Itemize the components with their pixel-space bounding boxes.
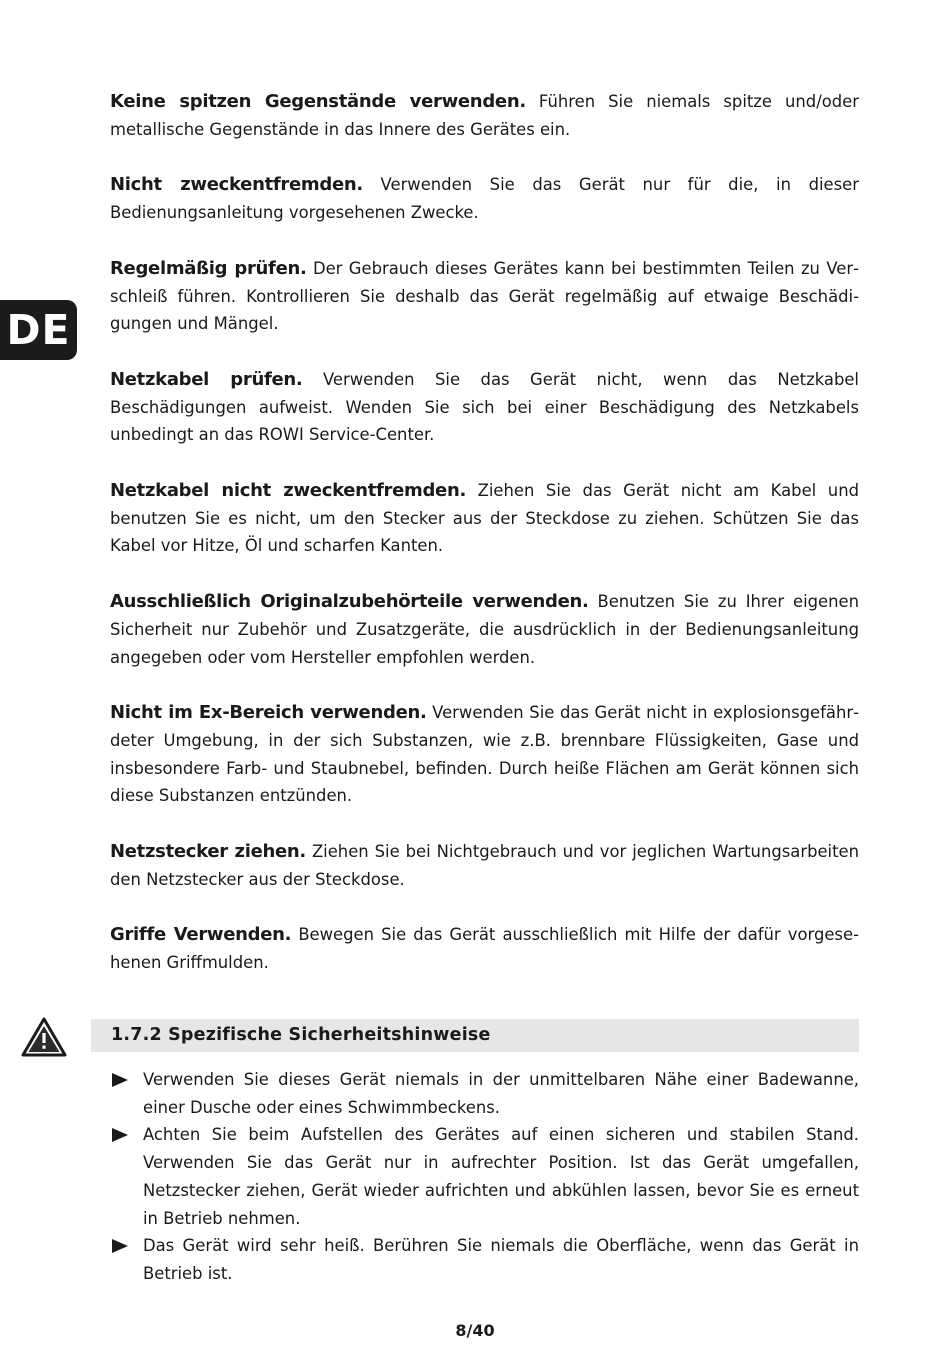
list-item	[110, 1121, 859, 1232]
paragraph	[110, 366, 859, 449]
paragraph-text: Verwenden Sie das Gerät nicht in explosionsgefährdeter Umgebung, in der sich Substanzen, wie z.B. brennbare Flüssigkeiten, Gase und insbesondere Farb- und Staubnebel, befinden. Durch heiße Flächen am Gerät können sich diese Substanzen entzünden.	[110, 703, 859, 806]
paragraph-text: Bewegen Sie das Gerät ausschließlich mit Hilfe der dafür vorgesehenen Griffmulden.	[110, 925, 859, 973]
paragraph	[110, 171, 859, 226]
list-item-text: Verwenden Sie dieses Gerät niemals in der unmittelbaren Nähe einer Badewanne, einer Dusche oder eines Schwimmbeckens.	[143, 1070, 859, 1117]
paragraph-text: Benutzen Sie zu Ihrer eigenen Sicherheit nur Zubehör und Zusatzgeräte, die ausdrücklich in der Bedienungsanleitung angegeben oder vom Hersteller empfohlen werden.	[110, 592, 859, 667]
paragraph-heading: Netzkabel nicht zweckentfremden.	[110, 480, 467, 502]
language-tab: DE	[0, 300, 77, 360]
paragraph-text: Der Gebrauch dieses Gerätes kann bei bestimmten Teilen zu Verschleiß führen. Kontrollieren Sie deshalb das Gerät regelmäßig auf etwaige Beschädigungen und Mängel.	[110, 258, 860, 334]
warning-triangle-icon	[21, 1017, 67, 1057]
triangle-bullet-icon	[112, 1073, 128, 1087]
triangle-bullet-icon	[112, 1239, 128, 1253]
page-number: 8/40	[455, 1321, 495, 1340]
paragraph-text: Führen Sie niemals spitze und/oder metallische Gegenstände in das Innere des Gerätes ein.	[110, 92, 859, 139]
paragraph-heading: Griffe Verwenden.	[110, 924, 292, 946]
paragraph	[110, 699, 859, 810]
paragraph-heading: Netzkabel prüfen.	[110, 368, 303, 390]
paragraph	[110, 588, 859, 671]
list-item-text: Das Gerät wird sehr heiß. Berühren Sie niemals die Oberfläche, wenn das Gerät in Betrieb ist.	[143, 1236, 859, 1283]
list-item	[110, 1066, 859, 1121]
paragraph-text: Ziehen Sie das Gerät nicht am Kabel und benutzen Sie es nicht, um den Stecker aus der Steckdose zu ziehen. Schützen Sie das Kabel vor Hitze, Öl und scharfen Kanten.	[110, 481, 859, 556]
list-item-text: Achten Sie beim Aufstellen des Gerätes auf einen sicheren und stabilen Stand. Verwenden Sie das Gerät nur in aufrechter Position. Ist das Gerät umgefallen, Netzstecker ziehen, Gerät wieder aufrichten und abkühlen lassen, bevor Sie es erneut in Betrieb nehmen.	[143, 1125, 859, 1228]
paragraph	[110, 255, 859, 338]
list-item	[110, 1232, 859, 1287]
paragraph-heading: Netzstecker ziehen.	[110, 841, 306, 863]
paragraph-heading: Nicht zweckentfremden.	[110, 174, 363, 196]
bullet-list	[110, 1066, 859, 1288]
paragraph	[110, 838, 859, 893]
paragraph-heading: Nicht im Ex-Bereich verwenden.	[110, 702, 427, 724]
paragraph	[110, 88, 859, 143]
paragraph	[110, 921, 859, 976]
paragraph-text: Verwenden Sie das Gerät nicht, wenn das Netzkabel Beschädigungen aufweist. Wenden Sie sich bei einer Beschädigung des Netzkabels unbedingt an das ROWI Service-Center.	[110, 369, 859, 445]
section-header-bar	[91, 1019, 859, 1052]
section-title: 1.7.2 Spezifische Sicherheitshinweise	[111, 1025, 491, 1045]
paragraph-heading: Regelmäßig prüfen.	[110, 257, 307, 279]
paragraph-text: Verwenden Sie das Gerät nur für die, in dieser Bedienungsanleitung vorgesehenen Zwecke.	[110, 175, 860, 223]
paragraph-heading: Ausschließlich Originalzubehörteile verwenden.	[110, 591, 589, 613]
triangle-bullet-icon	[112, 1128, 128, 1142]
safety-instructions	[110, 88, 859, 1005]
paragraph	[110, 477, 859, 560]
paragraph-text: Ziehen Sie bei Nichtgebrauch und vor jeglichen Wartungsarbeiten den Netzstecker aus der Steckdose.	[110, 842, 860, 889]
paragraph-heading: Keine spitzen Gegenstände verwenden.	[110, 91, 526, 112]
